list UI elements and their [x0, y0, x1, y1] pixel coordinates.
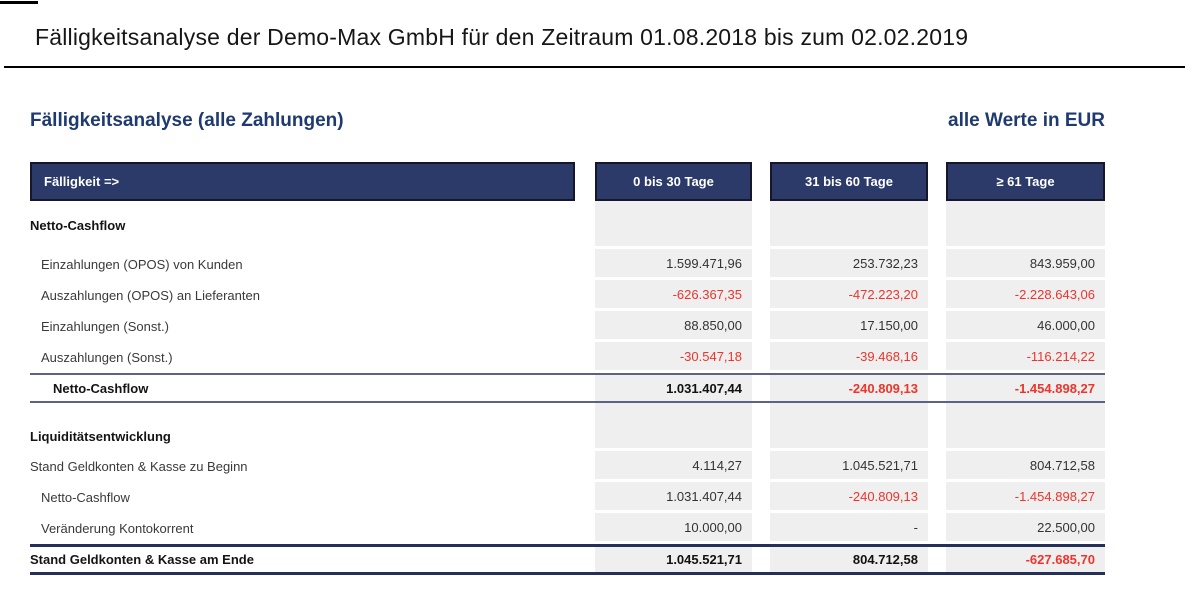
table-row: [30, 280, 1105, 311]
row-label: Netto-Cashflow: [30, 201, 575, 249]
table-row: [30, 373, 1105, 403]
top-border-mark: [0, 1, 38, 4]
value-cell: 22.500,00: [946, 513, 1105, 544]
table-row: [30, 249, 1105, 280]
value-cell: -1.454.898,27: [946, 482, 1105, 513]
row-label: Auszahlungen (OPOS) an Lieferanten: [30, 280, 575, 311]
maturity-table: [30, 162, 1105, 575]
value-cell: 253.732,23: [770, 249, 928, 280]
column-gap: [928, 162, 946, 201]
column-gap: [575, 375, 595, 401]
column-gap: [575, 513, 595, 544]
table-row: [30, 544, 1105, 575]
section-heading-row: [30, 110, 1105, 132]
section-title: Fälligkeitsanalyse (alle Zahlungen): [30, 110, 344, 131]
value-cell: 1.599.471,96: [595, 249, 752, 280]
value-cell: 1.031.407,44: [595, 375, 752, 401]
value-cell: 804.712,58: [770, 547, 928, 572]
header-label-cell: Fälligkeit =>: [30, 162, 575, 201]
value-cell: -116.214,22: [946, 342, 1105, 373]
value-cell: -240.809,13: [770, 482, 928, 513]
value-cell: -626.367,35: [595, 280, 752, 311]
column-gap: [575, 201, 595, 249]
value-cell: -627.685,70: [946, 547, 1105, 572]
value-cell: 46.000,00: [946, 311, 1105, 342]
value-cell: [595, 421, 752, 451]
row-label: Netto-Cashflow: [30, 482, 575, 513]
value-cell: [770, 201, 928, 249]
column-gap: [928, 403, 946, 421]
column-gap: [575, 451, 595, 482]
column-gap: [928, 311, 946, 342]
column-gap: [752, 375, 770, 401]
value-cell: 1.031.407,44: [595, 482, 752, 513]
value-cell: -1.454.898,27: [946, 375, 1105, 401]
header-col-0-30: 0 bis 30 Tage: [595, 162, 752, 201]
column-gap: [928, 482, 946, 513]
column-gap: [575, 249, 595, 280]
row-label: Stand Geldkonten & Kasse am Ende: [30, 547, 575, 572]
column-gap: [752, 403, 770, 421]
unit-note: alle Werte in EUR: [948, 110, 1105, 131]
column-gap: [575, 280, 595, 311]
value-cell: 804.712,58: [946, 451, 1105, 482]
value-cell: 88.850,00: [595, 311, 752, 342]
column-gap: [752, 311, 770, 342]
value-cell: [946, 201, 1105, 249]
column-gap: [752, 421, 770, 451]
table-row: [30, 421, 1105, 451]
column-gap: [928, 249, 946, 280]
value-cell: [595, 403, 752, 421]
column-gap: [752, 280, 770, 311]
row-label: Einzahlungen (OPOS) von Kunden: [30, 249, 575, 280]
column-gap: [752, 547, 770, 572]
column-gap: [575, 547, 595, 572]
document-title: Fälligkeitsanalyse der Demo-Max GmbH für den Zeitraum 01.08.2018 bis zum 02.02.2019: [35, 24, 969, 50]
value-cell: 4.114,27: [595, 451, 752, 482]
table-body: [30, 201, 1105, 575]
column-gap: [752, 342, 770, 373]
column-gap: [752, 162, 770, 201]
title-divider: [4, 66, 1185, 68]
column-gap: [752, 201, 770, 249]
value-cell: [946, 421, 1105, 451]
column-gap: [752, 249, 770, 280]
value-cell: 1.045.521,71: [770, 451, 928, 482]
value-cell: 1.045.521,71: [595, 547, 752, 572]
value-cell: [946, 403, 1105, 421]
column-gap: [928, 342, 946, 373]
table-row: [30, 451, 1105, 482]
row-label: Einzahlungen (Sonst.): [30, 311, 575, 342]
column-gap: [752, 451, 770, 482]
column-gap: [575, 342, 595, 373]
table-row: [30, 342, 1105, 373]
row-label: Veränderung Kontokorrent: [30, 513, 575, 544]
column-gap: [575, 162, 595, 201]
table-row: [30, 513, 1105, 544]
column-gap: [575, 403, 595, 421]
value-cell: -2.228.643,06: [946, 280, 1105, 311]
table-row: [30, 201, 1105, 249]
value-cell: 10.000,00: [595, 513, 752, 544]
table-header-row: [30, 162, 1105, 201]
header-col-ge-61: ≥ 61 Tage: [946, 162, 1105, 201]
row-label: [30, 403, 575, 421]
value-cell: -39.468,16: [770, 342, 928, 373]
value-cell: [595, 201, 752, 249]
value-cell: -: [770, 513, 928, 544]
column-gap: [575, 421, 595, 451]
value-cell: -472.223,20: [770, 280, 928, 311]
value-cell: -240.809,13: [770, 375, 928, 401]
column-gap: [928, 513, 946, 544]
value-cell: 843.959,00: [946, 249, 1105, 280]
row-label: Liquiditätsentwicklung: [30, 421, 575, 451]
table-row: [30, 311, 1105, 342]
table-row: [30, 403, 1105, 421]
row-label: Auszahlungen (Sonst.): [30, 342, 575, 373]
value-cell: [770, 421, 928, 451]
column-gap: [928, 201, 946, 249]
column-gap: [928, 547, 946, 572]
row-label: Netto-Cashflow: [30, 375, 575, 401]
value-cell: -30.547,18: [595, 342, 752, 373]
table-row: [30, 482, 1105, 513]
value-cell: 17.150,00: [770, 311, 928, 342]
column-gap: [752, 482, 770, 513]
column-gap: [928, 451, 946, 482]
row-label: Stand Geldkonten & Kasse zu Beginn: [30, 451, 575, 482]
value-cell: [770, 403, 928, 421]
column-gap: [928, 375, 946, 401]
column-gap: [752, 513, 770, 544]
column-gap: [575, 482, 595, 513]
header-col-31-60: 31 bis 60 Tage: [770, 162, 928, 201]
column-gap: [575, 311, 595, 342]
column-gap: [928, 280, 946, 311]
column-gap: [928, 421, 946, 451]
